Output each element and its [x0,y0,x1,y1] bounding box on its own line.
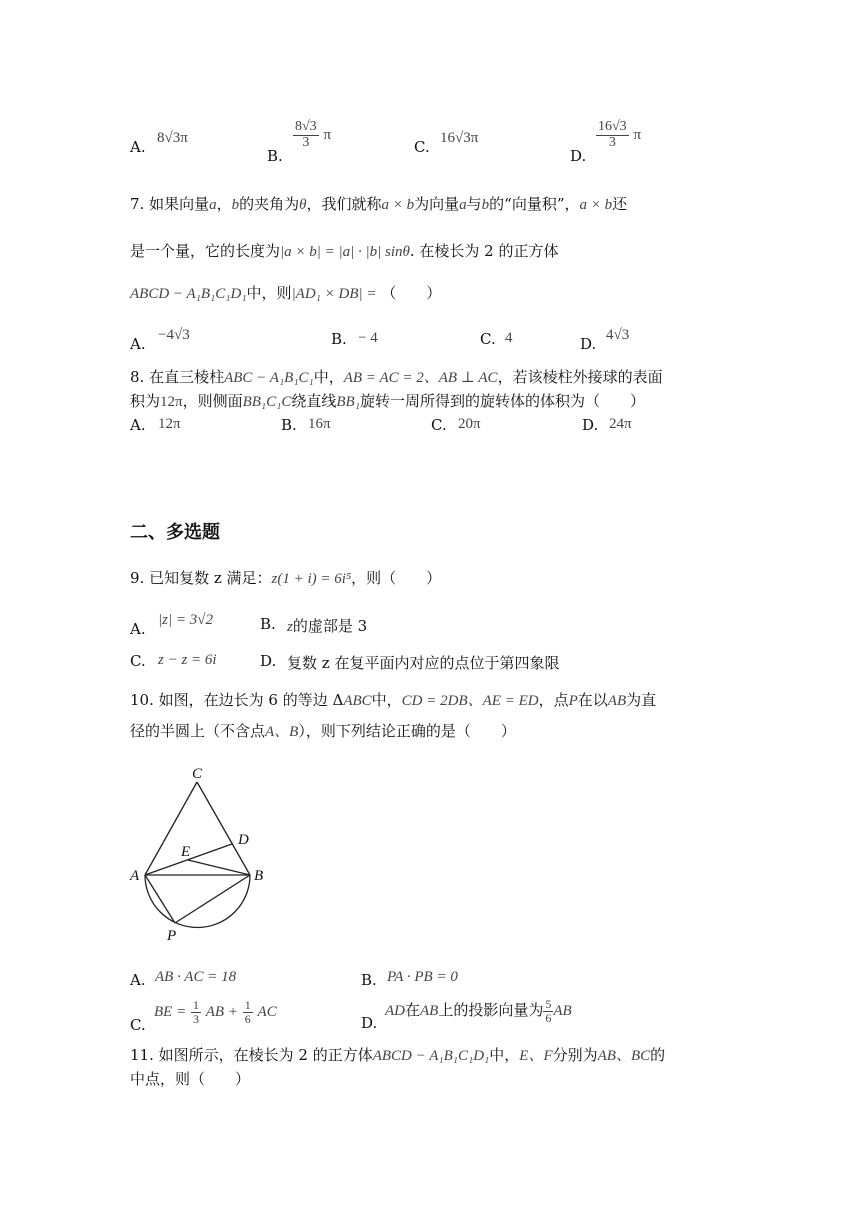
label-e: E [181,844,191,860]
option-value: AD在AB上的投影向量为 $\frac{5}{6}$ AB [385,997,572,1025]
option-label: D. [582,416,599,434]
q8-line1: 8. 在直三棱柱ABC − A₁B₁C₁中，AB = AC = 2、AB ⊥ AC，若该棱柱外接球的表面 [130,368,663,386]
q10-line1: 10. 如图，在边长为 6 的等边 ΔABC中，CD = 2DB、AE = ED，点P在以AB为直 [130,691,657,709]
option-label: C. [130,652,146,670]
option-value: 20π [458,416,481,432]
label-d: D [238,832,249,848]
q9-line1: 9. 已知复数 z 满足：z(1 + i) = 6i⁵，则（ ） [130,569,442,587]
q11-line1: 11. 如图所示，在棱长为 2 的正方体ABCD − A₁B₁C₁D₁中，E、F分别为AB、BC的 [130,1046,666,1064]
option-value: 12π [158,416,181,432]
option-value: 16√3π [440,130,479,146]
option-value: z的虚部是 3 [287,617,368,635]
option-value: $\frac{16√3}{3}$ π [598,119,642,150]
q7-line3: ABCD − A₁B₁C₁D₁中，则|AD₁ × DB| = （ ） [130,284,442,302]
q8-line2: 积为12π，则侧面BB₁C₁C绕直线BB₁旋转一周所得到的旋转体的体积为（ ） [130,392,645,410]
q7-line2: 是一个量，它的长度为|a × b| = |a| · |b| sinθ. 在棱长为 2 的正方体 [130,242,559,260]
option-value: −4√3 [158,327,190,343]
option-label: C. [480,330,496,348]
option-value: 24π [609,416,632,432]
option-label: A. [130,416,146,434]
option-label: D. [570,147,587,165]
q7-line1: 7. 如果向量a，b的夹角为θ，我们就称a × b为向量a与b的“向量积”，a × b还 [130,195,628,213]
q11-line2: 中点，则（ ） [130,1070,251,1088]
segment-bc [197,782,250,875]
segment-ap [145,875,175,923]
segment-eb [188,860,250,875]
option-value: PA · PB = 0 [387,969,458,985]
option-value: |z| = 3√2 [158,612,213,628]
label-a: A [130,868,140,884]
option-label: B. [260,615,276,633]
option-label: C. [431,416,447,434]
option-label: C. [414,138,430,156]
option-value: 4√3 [606,327,630,343]
option-label: D. [361,1014,378,1032]
option-value: z − z = 6i [158,652,217,668]
option-label: D. [260,652,277,670]
q10-line2: 径的半圆上（不含点A、B），则下列结论正确的是（ ） [130,722,516,740]
label-b: B [254,868,264,884]
option-label: D. [580,335,597,353]
option-value: 8√3π [157,130,188,146]
option-label: A. [130,138,146,156]
option-label: B. [281,416,297,434]
option-value: $\frac{8√3}{3}$ π [295,119,332,150]
option-value: AB · AC = 18 [155,969,237,985]
geometry-figure [125,760,295,945]
option-label: A. [130,335,146,353]
section-title: 二、多选题 [130,522,220,543]
option-label: B. [267,147,283,165]
label-c: C [192,766,203,782]
option-label: C. [130,1016,146,1034]
option-label: B. [361,971,377,989]
label-p: P [167,928,177,944]
segment-ac [145,782,197,875]
option-label: B. [331,330,347,348]
option-value: − 4 [358,330,378,346]
option-value: BE = $\frac{1}{3}$ AB + $\frac{1}{6}$ AC [154,998,277,1026]
option-label: A. [130,620,146,638]
option-label: A. [130,971,146,989]
segment-pb [175,875,250,923]
option-value: 16π [308,416,331,432]
option-value: 复数 z 在复平面内对应的点位于第四象限 [287,654,560,672]
option-value: 4 [505,330,513,346]
